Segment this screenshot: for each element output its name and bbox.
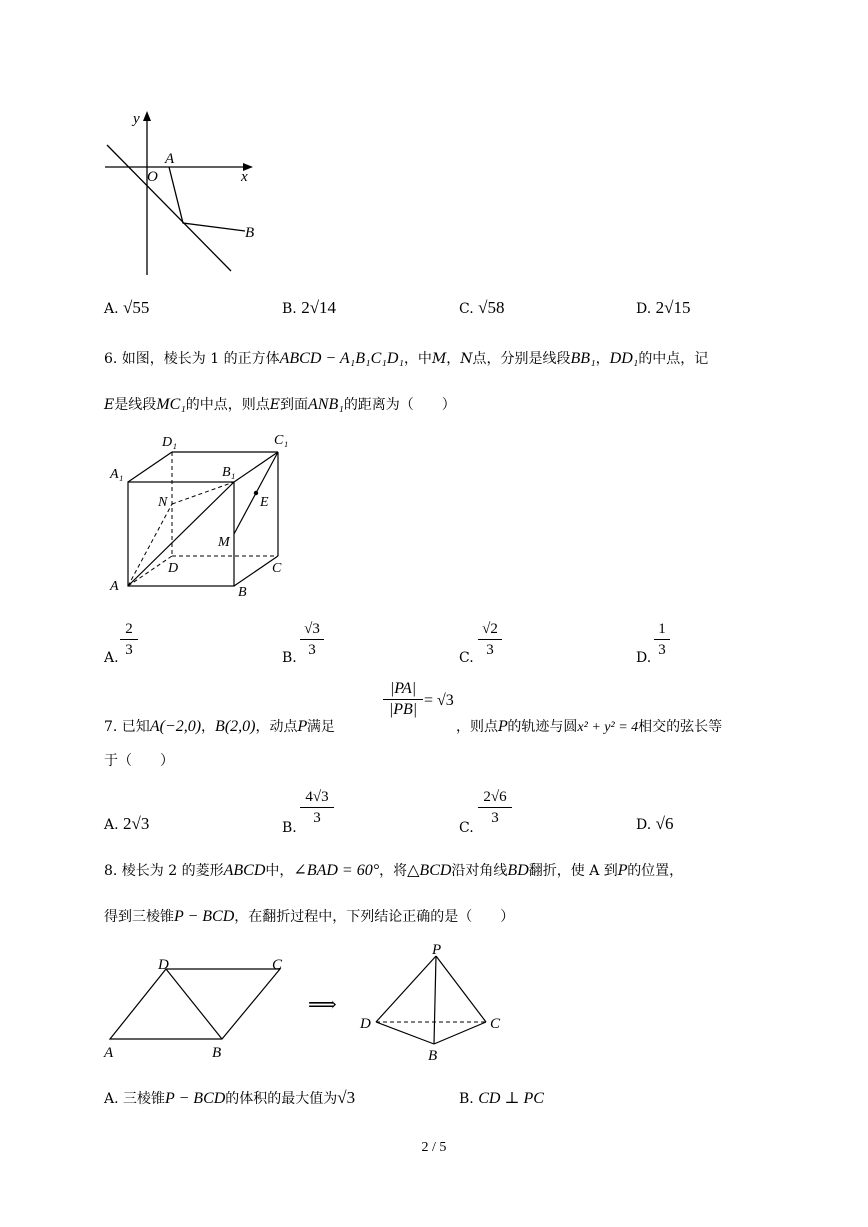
- q7-option-d: D. √6: [636, 814, 674, 833]
- q5-x-label: x: [241, 169, 248, 185]
- q8-tetra-label-c: C: [490, 1016, 501, 1032]
- q8-stem-line-1: 8. 棱长为 2 的菱形ABCD中，∠BAD = 60°，将△BCD沿对角线BD翻折，使 A 到P的位置，: [104, 862, 684, 879]
- q5-point-a-label: A: [165, 151, 175, 167]
- q6-option-d-value: 1 3: [654, 620, 670, 659]
- q5-coordinate-figure: [95, 105, 275, 285]
- q5-option-d-value: 2√15: [655, 298, 691, 317]
- q5-point-b-label: B: [245, 225, 255, 241]
- q7-ratio-equals: = √3: [424, 692, 454, 709]
- page-number: 2 / 5: [421, 1140, 447, 1155]
- q8-stem-line-2: 得到三棱锥P − BCD，在翻折过程中，下列结论正确的是（ ）: [104, 908, 515, 925]
- q5-option-b-value: 2√14: [301, 298, 337, 317]
- q8-tetrahedron-figure: [356, 940, 516, 1065]
- q5-origin-label: O: [147, 169, 158, 185]
- q7-option-d-value: √6: [655, 814, 674, 833]
- q8-rhombus-label-c: C: [272, 957, 283, 973]
- q7-option-b-value: 4√3 3: [300, 788, 334, 827]
- q7-option-a-value: 2√3: [123, 814, 150, 833]
- q7-stem-line-1a: 7. 已知A(−2,0)，B(2,0)，动点P满足: [104, 718, 335, 735]
- q6-label-m: M: [218, 535, 230, 550]
- q8-tetra-label-b: B: [428, 1048, 438, 1064]
- q6-cube-figure: [104, 430, 304, 600]
- q7-option-c-letter: C.: [459, 820, 474, 836]
- q6-option-c-value: √2 3: [478, 620, 502, 659]
- q6-stem-line-1: 6. 如图，棱长为 1 的正方体ABCD − A₁B₁C₁D₁，中M，N点，分别是线段BB₁，DD₁的中点，记: [104, 350, 709, 367]
- q7-option-c-value: 2√6 3: [478, 788, 512, 827]
- q8-rhombus-figure: [100, 955, 300, 1065]
- q7-stem-line-1b: ，则点P的轨迹与圆x² + y² = 4相交的弦长等: [456, 719, 723, 735]
- q6-label-e: E: [260, 495, 269, 510]
- q6-option-a-letter: A.: [104, 650, 119, 666]
- q6-label-d: D: [168, 561, 179, 576]
- q8-tetra-label-d: D: [360, 1016, 371, 1032]
- q6-label-d1: D₁: [162, 435, 177, 450]
- q5-option-c-value: √58: [478, 298, 505, 317]
- q6-label-a1: A₁: [110, 467, 124, 482]
- q5-option-a: A. √55: [104, 298, 150, 317]
- q7-stem-line-2: 于（ ）: [104, 753, 174, 769]
- q8-rhombus-label-a: A: [104, 1045, 114, 1061]
- q6-option-b-letter: B.: [282, 650, 297, 666]
- q7-option-b-letter: B.: [282, 820, 297, 836]
- q6-label-n: N: [158, 495, 168, 510]
- q7-ratio-fraction: |PA| |PB|: [383, 680, 423, 719]
- q6-label-b: B: [238, 585, 247, 600]
- q5-option-d: D. 2√15: [636, 298, 691, 317]
- q6-stem-line-2: E是线段MC₁的中点，则点E到面ANB₁的距离为（ ）: [104, 396, 456, 413]
- q8-tetra-label-p: P: [432, 942, 442, 958]
- q6-option-c-letter: C.: [459, 650, 474, 666]
- q8-fold-arrow: ⟹: [308, 992, 337, 1016]
- q6-option-a-value: 2 3: [120, 620, 138, 659]
- q6-option-d-letter: D.: [636, 650, 652, 666]
- q5-option-b: B. 2√14: [282, 298, 337, 317]
- q8-option-a: A. 三棱锥P − BCD的体积的最大值为√3: [104, 1088, 356, 1107]
- q6-label-c: C: [272, 561, 282, 576]
- q6-label-b1: B₁: [222, 465, 236, 480]
- q6-label-c1: C₁: [274, 433, 289, 448]
- q6-label-a: A: [110, 579, 119, 594]
- q5-option-a-value: √55: [123, 298, 150, 317]
- q5-y-label: y: [133, 111, 140, 127]
- q8-option-b: B. CD ⊥ PC: [459, 1090, 544, 1107]
- q7-option-a: A. 2√3: [104, 814, 150, 833]
- q6-option-b-value: √3 3: [300, 620, 324, 659]
- q5-option-c: C. √58: [459, 298, 505, 317]
- q8-rhombus-label-d: D: [158, 957, 169, 973]
- q8-rhombus-label-b: B: [212, 1045, 222, 1061]
